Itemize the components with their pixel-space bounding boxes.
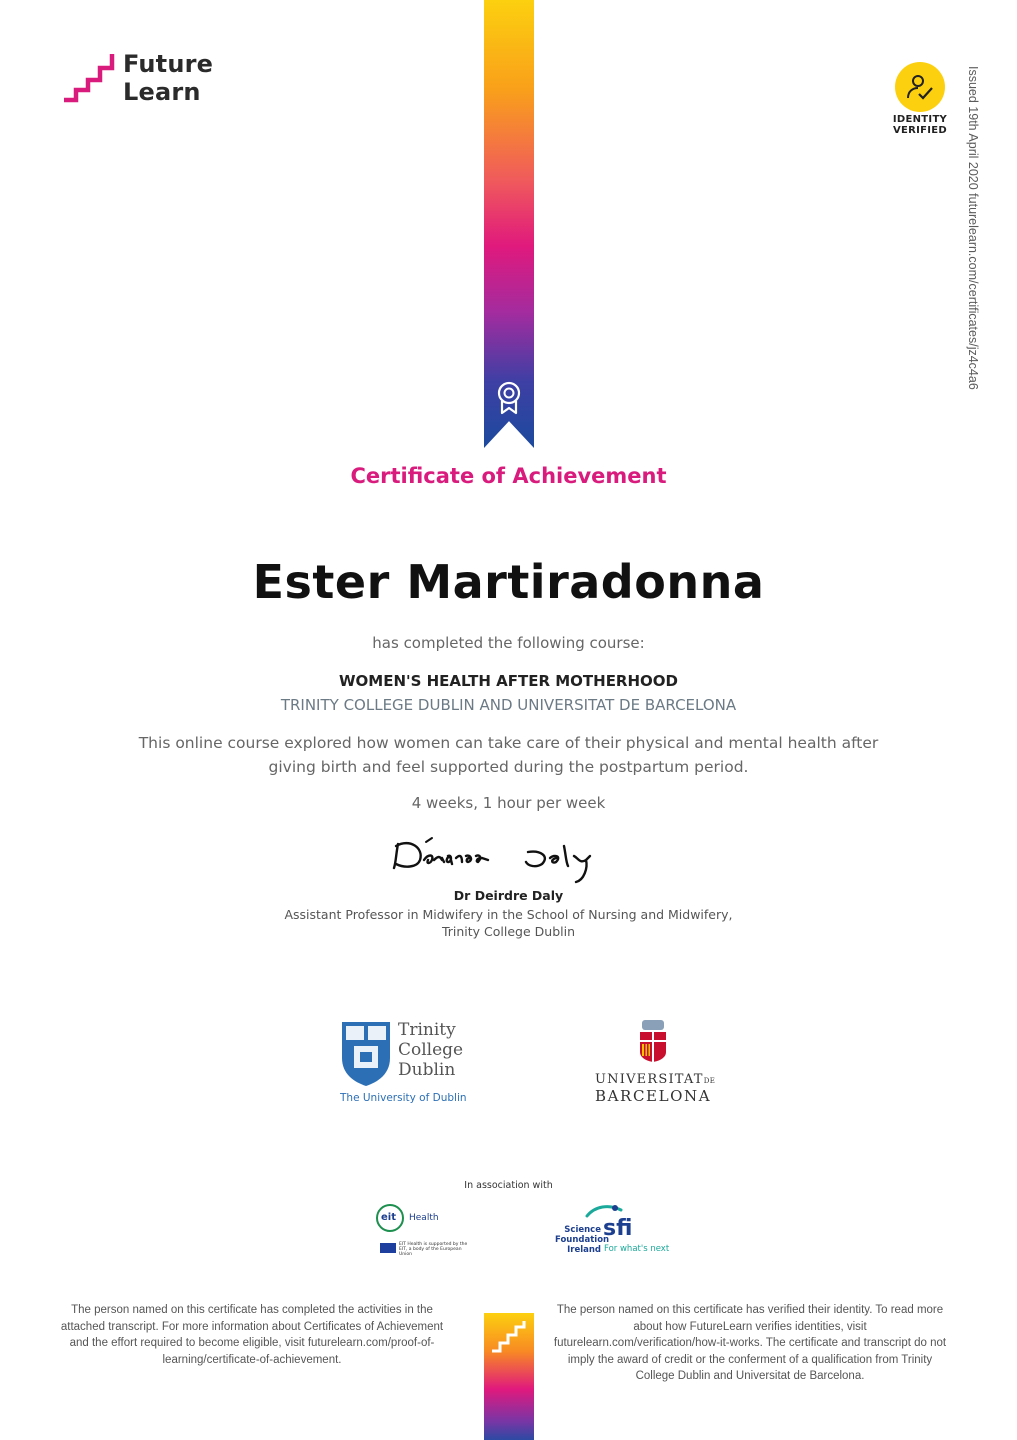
universitat-de-barcelona-logo <box>590 1020 715 1105</box>
eu-flag-icon <box>380 1243 396 1253</box>
footer-left-text: The person named on this certificate has completed the activities in the attached transcript. For more information about Certificates of Achievement and the effort required to become eligible, visit futurelearn.com/proof-of-learning/certificate-of-achievement. <box>60 1304 444 1366</box>
completed-text: has completed the following course: <box>372 634 645 652</box>
issued-text: Issued 19th April 2020 futurelearn.com/certificates/jz4c4a6 <box>966 66 980 390</box>
footer-right-text: The person named on this certificate has verified their identity. To read more about how FutureLearn verifies identities, visit futurelearn.com/verification/how-it-works. The certificate and transcript do not imply the award of credit or the conferment of a qualification from Trinity College Dublin and Universitat de Barcelona. <box>553 1304 947 1382</box>
signatory-title-line-1: Assistant Professor in Midwifery in the School of Nursing and Midwifery, <box>284 907 733 922</box>
futurelearn-logo <box>62 50 222 106</box>
logo-word-learn: Learn <box>123 78 201 106</box>
signatory-title <box>0 906 1017 940</box>
tcd-shield-icon <box>340 1020 392 1088</box>
sfi-line-3: Ireland <box>567 1245 601 1255</box>
sfi-line-1: Science <box>564 1225 601 1235</box>
trinity-college-dublin-logo <box>340 1020 470 1110</box>
badge-line-1: IDENTITY <box>892 114 948 125</box>
verified-person-icon <box>905 72 935 102</box>
tcd-line-3: Dublin <box>398 1060 456 1080</box>
issued-info <box>962 66 992 446</box>
sfi-mark: sfi <box>603 1216 633 1241</box>
course-title: WOMEN'S HEALTH AFTER MOTHERHOOD <box>338 672 678 690</box>
signature-image <box>390 834 630 886</box>
course-description: This online course explored how women can take care of their physical and mental health after giving birth and feel supported during the postpartum period. <box>138 734 879 776</box>
futurelearn-stairs-icon <box>490 1319 528 1355</box>
sfi-line-2: Foundation <box>555 1235 610 1245</box>
sfi-tagline: For what's next <box>604 1244 670 1254</box>
award-rosette-icon <box>495 380 523 416</box>
ub-crest-icon <box>639 1020 667 1062</box>
badge-line-2: VERIFIED <box>892 125 948 136</box>
eit-health-name: Health <box>409 1213 439 1223</box>
eit-eu-note: EIT Health is supported by the EIT, a body of the European Union <box>399 1242 468 1257</box>
course-organisations: TRINITY COLLEGE DUBLIN AND UNIVERSITAT DE BARCELONA <box>280 696 737 714</box>
certificate-ribbon <box>484 0 534 448</box>
recipient-name: Ester Martiradonna <box>252 555 765 609</box>
tcd-subtitle: The University of Dublin <box>340 1092 467 1104</box>
signatory-name: Dr Deirdre Daly <box>453 888 564 903</box>
signatory-title-line-2: Trinity College Dublin <box>441 924 576 939</box>
tcd-line-2: College <box>398 1040 464 1060</box>
futurelearn-stairs-icon <box>62 52 118 104</box>
eit-health-logo <box>376 1204 466 1256</box>
identity-verified-badge <box>882 62 958 136</box>
bottom-ribbon <box>484 1313 534 1440</box>
certificate-title: Certificate of Achievement <box>350 464 667 488</box>
course-duration: 4 weeks, 1 hour per week <box>411 794 606 812</box>
ub-line-2: BARCELONA <box>595 1087 712 1105</box>
eit-ring-icon: eit <box>376 1204 404 1232</box>
logo-word-future: Future <box>123 50 214 78</box>
sfi-logo <box>555 1202 670 1256</box>
association-label: In association with <box>464 1180 553 1191</box>
ub-line-1: UNIVERSITATDE <box>595 1072 716 1087</box>
tcd-line-1: Trinity <box>398 1020 456 1040</box>
